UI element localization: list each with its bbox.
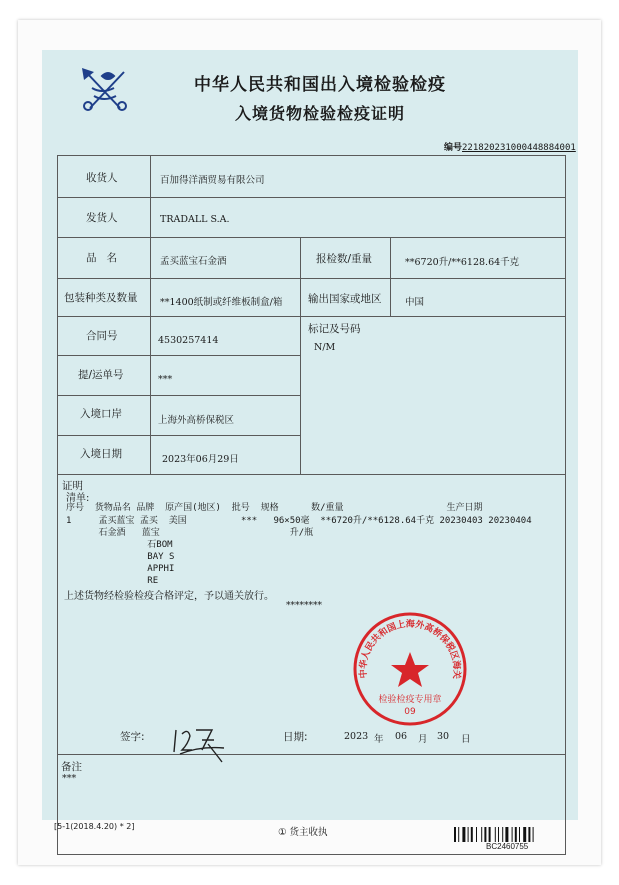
list-row: RE bbox=[66, 576, 159, 586]
entry-date-value: 2023年06月29日 bbox=[162, 454, 239, 465]
seal-ring-text: 中华人民共和国上海外高桥保税区海关 bbox=[358, 619, 462, 680]
signature-year-unit: 年 bbox=[374, 734, 384, 745]
origin-country-value: 中国 bbox=[405, 297, 425, 308]
signature-month-unit: 月 bbox=[418, 734, 428, 745]
list-row: BAY S bbox=[66, 552, 175, 562]
origin-country-label: 输出国家或地区 bbox=[308, 293, 382, 305]
consignor-value: TRADALL S.A. bbox=[160, 214, 230, 225]
seal-number: 09 bbox=[404, 707, 416, 717]
title-line-1: 中华人民共和国出入境检验检疫 bbox=[194, 75, 446, 95]
list-row: 石金酒 蓝宝 升/瓶 bbox=[66, 528, 314, 538]
bl-value: *** bbox=[158, 374, 173, 385]
serial-value: 221820231000448884001 bbox=[462, 143, 576, 153]
port-value: 上海外高桥保税区 bbox=[158, 415, 235, 426]
consignor-label: 发货人 bbox=[86, 212, 118, 224]
list-heading: 清单: bbox=[66, 493, 90, 504]
signature-date-label: 日期: bbox=[283, 731, 308, 743]
signature-day: 30 bbox=[437, 731, 450, 742]
title-line-2: 入境货物检验检疫证明 bbox=[234, 104, 405, 123]
quantity-value: **6720升/**6128.64千克 bbox=[405, 257, 520, 268]
barcode-icon bbox=[454, 827, 564, 842]
marks-label: 标记及号码 bbox=[308, 323, 361, 335]
sign-label: 签字: bbox=[120, 731, 145, 743]
signature-day-unit: 日 bbox=[461, 734, 471, 745]
marks-value: N/M bbox=[314, 342, 336, 353]
serial-label: 编号 bbox=[444, 143, 463, 153]
certificate-heading: 证明 bbox=[62, 480, 83, 492]
contract-label: 合同号 bbox=[86, 330, 118, 342]
consignee-value: 百加得洋酒贸易有限公司 bbox=[160, 175, 265, 186]
consignee-label: 收货人 bbox=[86, 172, 118, 184]
form-code: [5-1(2018.4.20) * 2] bbox=[54, 822, 135, 831]
copy-note: ① 货主收执 bbox=[278, 827, 328, 838]
serial-number bbox=[444, 140, 576, 153]
stars-line: ******** bbox=[286, 601, 322, 611]
goods-value: 孟买蓝宝石金酒 bbox=[160, 256, 227, 267]
quantity-label: 报检数/重量 bbox=[316, 253, 373, 265]
remarks-value: *** bbox=[62, 773, 77, 784]
handwritten-signature-icon bbox=[168, 722, 238, 766]
list-columns: 序号 货物品名 品牌 原产国(地区) 批号 规格 数/重量 生产日期 bbox=[66, 503, 483, 513]
pass-statement: 上述货物经检验检疫合格评定，予以通关放行。 bbox=[64, 591, 274, 602]
signature-year: 2023 bbox=[344, 731, 369, 742]
port-label: 入境口岸 bbox=[80, 408, 122, 420]
package-label: 包装种类及数量 bbox=[64, 292, 138, 304]
barcode-number: BC2460755 bbox=[486, 842, 529, 851]
list-row: APPHI bbox=[66, 564, 175, 574]
official-seal-icon bbox=[351, 610, 469, 728]
list-row: 1 孟买蓝宝 孟买 美国 *** 96×50毫 **6720升/**6128.64千克 20230403 20230404 bbox=[66, 516, 532, 526]
list-row: 石BOM bbox=[66, 540, 173, 550]
bl-label: 提/运单号 bbox=[78, 369, 124, 381]
inspection-emblem-icon bbox=[80, 68, 130, 114]
contract-value: 4530257414 bbox=[158, 335, 219, 346]
seal-bottom-text: 检验检疫专用章 bbox=[378, 695, 442, 705]
package-value: **1400纸制或纤维板制盒/箱 bbox=[160, 297, 283, 308]
signature-month: 06 bbox=[395, 731, 408, 742]
goods-label: 品 名 bbox=[86, 252, 118, 264]
entry-date-label: 入境日期 bbox=[80, 448, 122, 460]
remarks-label: 备注 bbox=[61, 761, 82, 773]
